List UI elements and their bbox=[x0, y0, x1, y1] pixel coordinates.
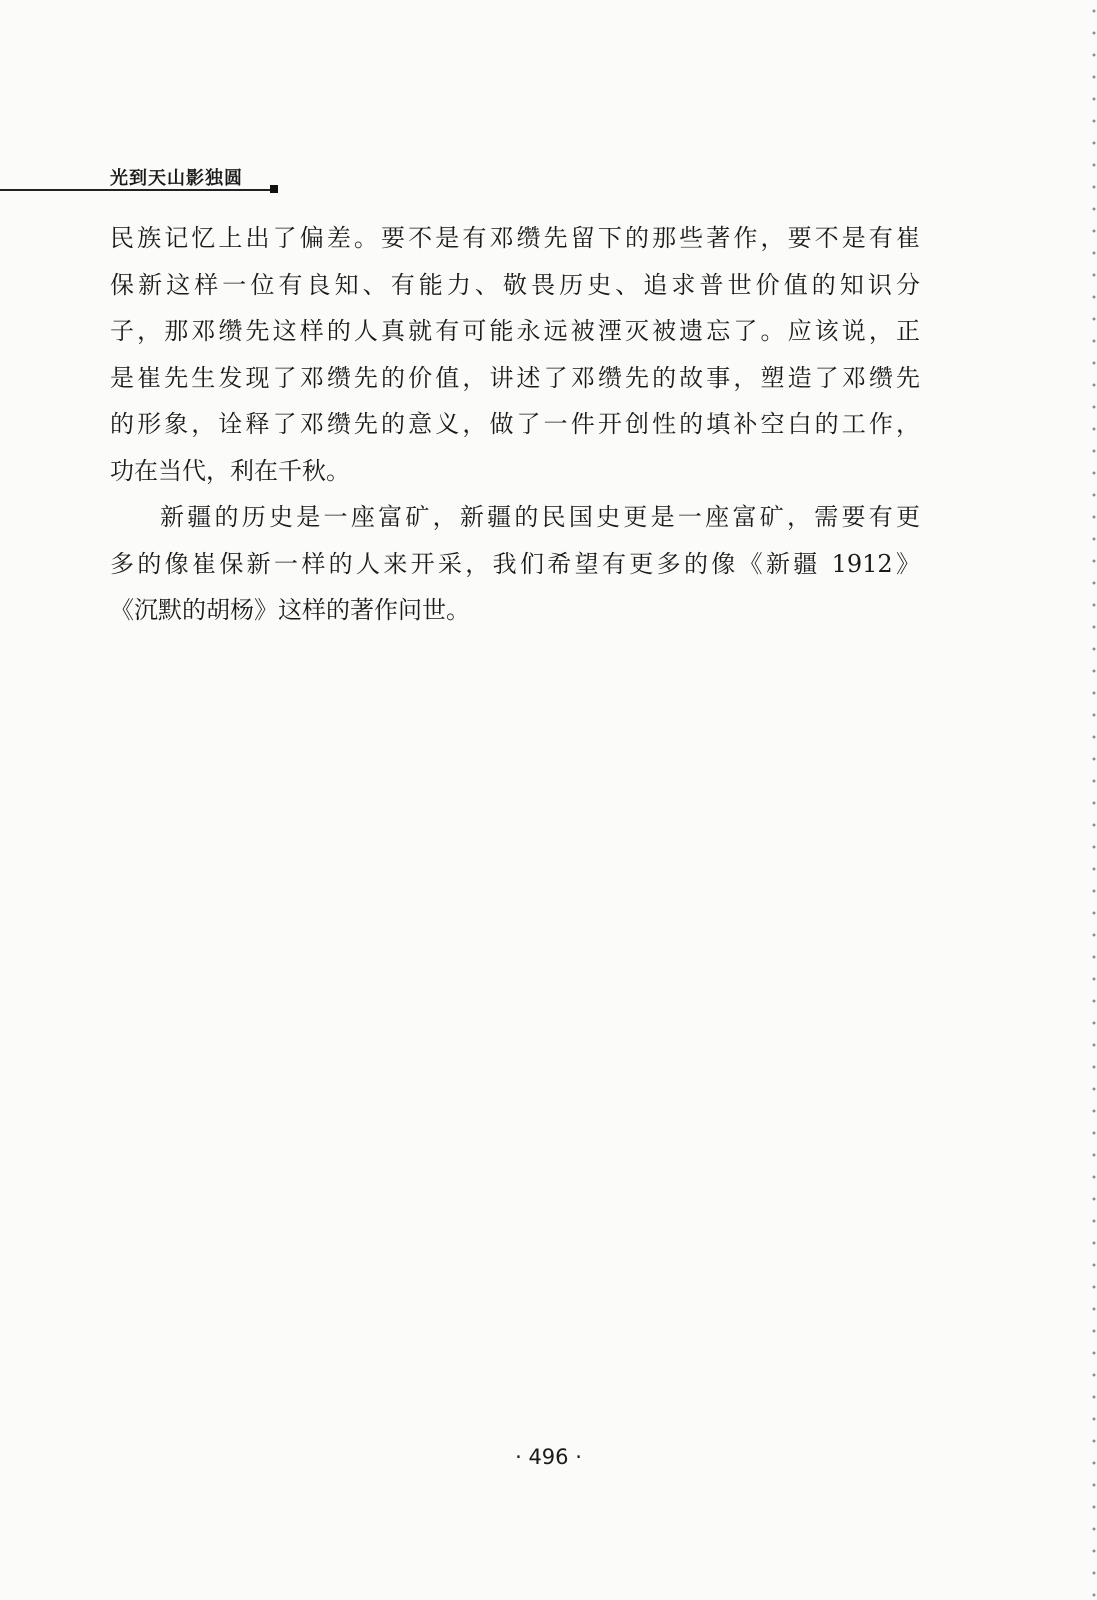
paragraph-line: 多的像崔保新一样的人来开采，我们希望有更多的像《新疆 1912》 bbox=[110, 549, 920, 578]
paragraph-line: 是崔先生发现了邓缵先的价值，讲述了邓缵先的故事，塑造了邓缵先 bbox=[110, 363, 920, 392]
paragraph-2 bbox=[110, 494, 920, 634]
paragraph-1 bbox=[110, 215, 920, 494]
running-head-square-mark bbox=[270, 185, 278, 193]
body-text bbox=[110, 215, 920, 634]
paragraph-line: 的形象，诠释了邓缵先的意义，做了一件开创性的填补空白的工作， bbox=[110, 410, 920, 438]
paragraph-line: 民族记忆上出了偏差。要不是有邓缵先留下的那些著作，要不是有崔 bbox=[110, 224, 920, 252]
running-head-rule bbox=[0, 189, 270, 191]
running-head bbox=[0, 160, 300, 196]
running-head-title: 光到天山影独圆 bbox=[110, 168, 243, 189]
binding-edge-perforation bbox=[1091, 0, 1097, 1600]
paragraph-line: 子，那邓缵先这样的人真就有可能永远被湮灭被遗忘了。应该说，正 bbox=[110, 317, 920, 345]
paragraph-line: 功在当代，利在千秋。 bbox=[110, 456, 350, 485]
paragraph-line: 新疆的历史是一座富矿，新疆的民国史更是一座富矿，需要有更 bbox=[160, 503, 920, 531]
paragraph-line: 保新这样一位有良知、有能力、敬畏历史、追求普世价值的知识分 bbox=[110, 270, 920, 299]
paragraph-line: 《沉默的胡杨》这样的著作问世。 bbox=[110, 596, 470, 624]
page-number: · 496 · bbox=[515, 1445, 582, 1469]
